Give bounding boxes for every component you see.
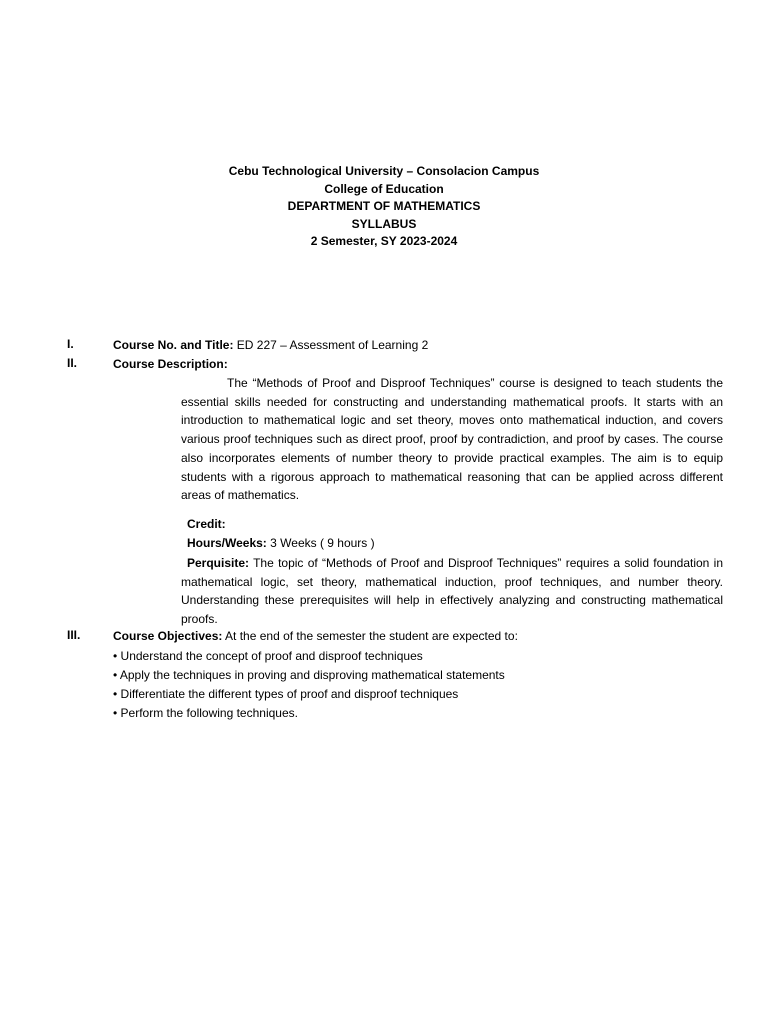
list-item: • Differentiate the different types of proof and disproof techniques [113, 687, 459, 701]
course-objectives-label: Course Objectives: [113, 629, 223, 643]
course-title-line [113, 337, 428, 354]
objectives-list [113, 647, 505, 723]
course-description-heading [113, 356, 228, 373]
credit-label: Credit: [187, 517, 226, 531]
department-name: DEPARTMENT OF MATHEMATICS [287, 199, 481, 214]
college-name: College of Education [324, 181, 444, 196]
document-type: SYLLABUS [351, 216, 417, 231]
prerequisite-paragraph [181, 554, 723, 629]
course-description-label: Course Description: [113, 357, 228, 371]
document-header [0, 163, 768, 251]
list-item: • Understand the concept of proof and disproof techniques [113, 649, 423, 663]
course-objectives-line [113, 628, 518, 645]
hours-line [187, 535, 375, 552]
university-name: Cebu Technological University – Consolacion Campus [228, 164, 540, 178]
list-item: • Apply the techniques in proving and disproving mathematical statements [113, 668, 505, 682]
course-title-label: Course No. and Title: [113, 338, 234, 352]
credit-line [187, 516, 226, 533]
hours-label: Hours/Weeks: [187, 536, 267, 550]
section-numeral-2: II. [67, 356, 78, 370]
section-numeral-1: I. [67, 337, 74, 351]
course-title-value: ED 227 – Assessment of Learning 2 [233, 338, 429, 352]
list-item: • Perform the following techniques. [113, 706, 298, 720]
prerequisite-label: Perquisite: [187, 556, 250, 570]
term: 2 Semester, SY 2023-2024 [310, 234, 458, 249]
course-description [181, 374, 723, 505]
section-numeral-3: III. [67, 628, 81, 642]
course-description-text: The “Methods of Proof and Disproof Techniques” course is designed to teach students the essential skills needed for constructing and understanding mathematical proofs. It starts with an introduction to mathematical logic and set theory, moves onto mathematical induction, and covers various proof techniques such as direct proof, proof by contradiction, and proof by cases. The course also incorporates elements of number theory to provide practical examples. The aim is to equip students with a rigorous approach to mathematical reasoning that can be applied across different areas of mathematics. [181, 376, 723, 503]
course-objectives-intro: At the end of the semester the student are expected to: [222, 629, 518, 643]
prerequisite-text: The topic of “Methods of Proof and Disproof Techniques” requires a solid foundation in mathematical logic, set theory, mathematical induction, proof techniques, and number theory. Understanding these prerequisites will help in effectively analyzing and constructing mathematical proofs. [181, 556, 723, 627]
hours-value: 3 Weeks ( 9 hours ) [266, 536, 375, 550]
